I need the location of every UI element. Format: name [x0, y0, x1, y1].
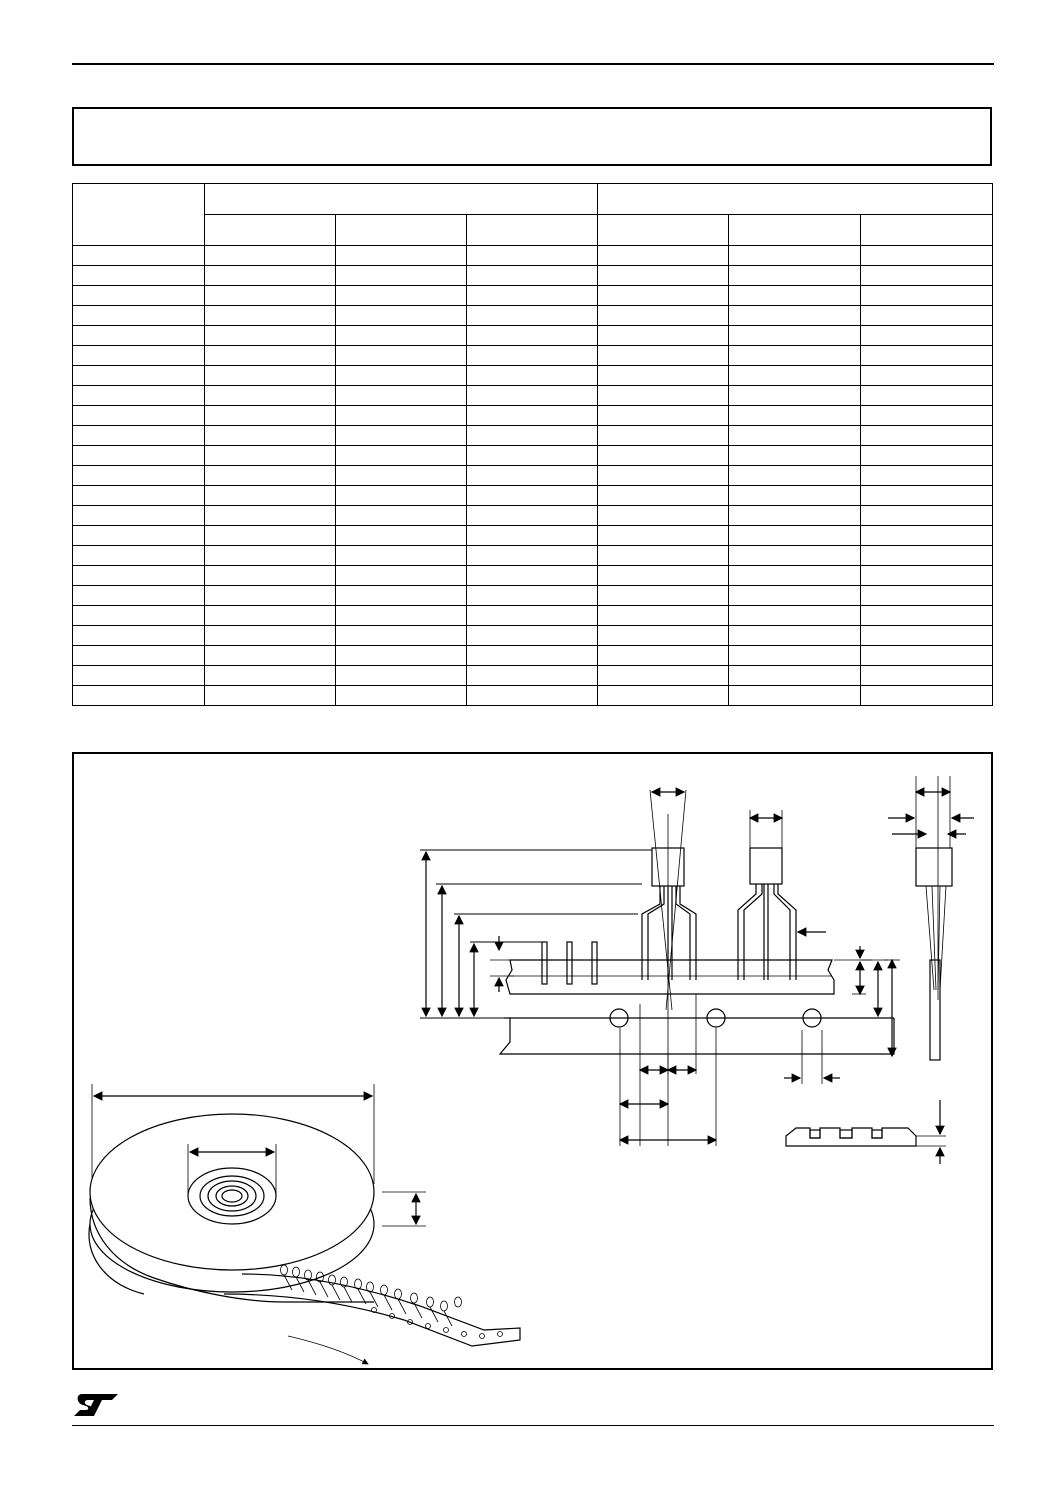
- table-cell: [205, 366, 336, 386]
- table-cell: [336, 246, 467, 266]
- table-cell: [205, 246, 336, 266]
- table-subheader: [729, 215, 861, 246]
- table-subheader: [598, 215, 729, 246]
- table-cell: [467, 466, 598, 486]
- table-cell: [729, 306, 861, 326]
- table-row: [73, 386, 993, 406]
- table-cell: [598, 286, 729, 306]
- table-row: [73, 686, 993, 706]
- table-cell: [861, 446, 993, 466]
- tape-side-view: [420, 790, 900, 1146]
- table-row: [73, 486, 993, 506]
- table-cell: [467, 626, 598, 646]
- table-cell: [205, 666, 336, 686]
- table-row: [73, 406, 993, 426]
- table-row-label: [73, 626, 205, 646]
- tape-and-reel-figure: [72, 752, 993, 1370]
- table-title-box: [72, 107, 992, 166]
- table-cell: [467, 266, 598, 286]
- table-cell: [336, 326, 467, 346]
- table-subheader: [205, 215, 336, 246]
- table-cell: [205, 266, 336, 286]
- table-cell: [467, 606, 598, 626]
- table-row: [73, 366, 993, 386]
- table-row: [73, 566, 993, 586]
- table-row: [73, 526, 993, 546]
- tape-thickness-view: [786, 1100, 946, 1164]
- table-cell: [861, 286, 993, 306]
- table-cell: [336, 306, 467, 326]
- table-cell: [467, 526, 598, 546]
- table-cell: [467, 406, 598, 426]
- table-row-label: [73, 686, 205, 706]
- table-cell: [598, 566, 729, 586]
- table-cell: [729, 486, 861, 506]
- table-header-param: [73, 184, 205, 246]
- table-row: [73, 606, 993, 626]
- table-row-label: [73, 606, 205, 626]
- table-cell: [729, 466, 861, 486]
- table-row-label: [73, 426, 205, 446]
- table-cell: [205, 326, 336, 346]
- table-cell: [598, 386, 729, 406]
- table-cell: [336, 386, 467, 406]
- table-cell: [861, 626, 993, 646]
- table-cell: [729, 446, 861, 466]
- table-row-label: [73, 326, 205, 346]
- table-cell: [205, 446, 336, 466]
- table-cell: [336, 586, 467, 606]
- table-cell: [336, 686, 467, 706]
- table-cell: [336, 426, 467, 446]
- table-cell: [729, 266, 861, 286]
- table-cell: [467, 246, 598, 266]
- table-row: [73, 466, 993, 486]
- table-cell: [598, 606, 729, 626]
- table-cell: [729, 426, 861, 446]
- table-cell: [861, 526, 993, 546]
- table-row-label: [73, 266, 205, 286]
- table-cell: [336, 486, 467, 506]
- table-cell: [205, 626, 336, 646]
- table-cell: [729, 366, 861, 386]
- table-cell: [729, 506, 861, 526]
- table-cell: [729, 686, 861, 706]
- table-cell: [861, 346, 993, 366]
- table-cell: [861, 266, 993, 286]
- table-cell: [598, 466, 729, 486]
- table-cell: [467, 566, 598, 586]
- table-cell: [598, 506, 729, 526]
- table-cell: [467, 386, 598, 406]
- table-cell: [598, 366, 729, 386]
- table-cell: [205, 526, 336, 546]
- table-cell: [598, 446, 729, 466]
- table-cell: [467, 486, 598, 506]
- table-cell: [861, 546, 993, 566]
- table-cell: [861, 566, 993, 586]
- table-cell: [467, 346, 598, 366]
- table-cell: [729, 526, 861, 546]
- table-cell: [205, 306, 336, 326]
- table-row: [73, 266, 993, 286]
- table-cell: [336, 646, 467, 666]
- table-cell: [598, 486, 729, 506]
- table-row: [73, 346, 993, 366]
- table-cell: [598, 346, 729, 366]
- table-cell: [861, 306, 993, 326]
- table-cell: [205, 686, 336, 706]
- table-row-label: [73, 546, 205, 566]
- table-cell: [729, 346, 861, 366]
- table-row-label: [73, 286, 205, 306]
- reel-perspective: [89, 1084, 520, 1364]
- table-row: [73, 446, 993, 466]
- table-row-label: [73, 586, 205, 606]
- tape-and-reel-drawing: [74, 754, 991, 1368]
- table-cell: [729, 286, 861, 306]
- table-cell: [729, 606, 861, 626]
- table-row-label: [73, 406, 205, 426]
- table-row: [73, 666, 993, 686]
- table-cell: [205, 286, 336, 306]
- table-row: [73, 326, 993, 346]
- table-cell: [467, 686, 598, 706]
- table-row: [73, 546, 993, 566]
- table-row-label: [73, 526, 205, 546]
- table-cell: [598, 666, 729, 686]
- table-row-label: [73, 386, 205, 406]
- table-cell: [729, 406, 861, 426]
- table-row: [73, 426, 993, 446]
- table-cell: [205, 586, 336, 606]
- footer-rule: [72, 1425, 994, 1426]
- table-subheader: [467, 215, 598, 246]
- table-cell: [861, 426, 993, 446]
- table-cell: [205, 346, 336, 366]
- table-cell: [861, 646, 993, 666]
- table-row: [73, 286, 993, 306]
- table-row: [73, 646, 993, 666]
- table-cell: [861, 506, 993, 526]
- table-row: [73, 506, 993, 526]
- table-cell: [205, 406, 336, 426]
- table-cell: [467, 546, 598, 566]
- table-cell: [729, 666, 861, 686]
- table-cell: [467, 286, 598, 306]
- table-cell: [336, 406, 467, 426]
- table-cell: [336, 366, 467, 386]
- table-cell: [205, 506, 336, 526]
- table-cell: [861, 606, 993, 626]
- table-cell: [598, 326, 729, 346]
- table-cell: [336, 506, 467, 526]
- table-header-group-b: [598, 184, 993, 215]
- table-cell: [861, 366, 993, 386]
- table-cell: [467, 446, 598, 466]
- table-cell: [205, 486, 336, 506]
- table-cell: [729, 326, 861, 346]
- table-cell: [336, 546, 467, 566]
- table-row-label: [73, 566, 205, 586]
- to92-package-front-view: [888, 776, 974, 1060]
- table-cell: [729, 626, 861, 646]
- table-cell: [205, 606, 336, 626]
- table-cell: [861, 666, 993, 686]
- table-header-group-a: [205, 184, 598, 215]
- table-cell: [336, 626, 467, 646]
- table-cell: [336, 666, 467, 686]
- table-row: [73, 306, 993, 326]
- table-cell: [861, 326, 993, 346]
- table-row: [73, 626, 993, 646]
- table-cell: [861, 466, 993, 486]
- table-row-label: [73, 446, 205, 466]
- table-cell: [598, 546, 729, 566]
- table-row-label: [73, 646, 205, 666]
- table-row: [73, 586, 993, 606]
- table-cell: [598, 426, 729, 446]
- table-row-label: [73, 506, 205, 526]
- table-cell: [336, 346, 467, 366]
- table-cell: [861, 386, 993, 406]
- table-cell: [467, 646, 598, 666]
- table-row-label: [73, 306, 205, 326]
- table-cell: [729, 586, 861, 606]
- table-cell: [598, 646, 729, 666]
- table-cell: [336, 606, 467, 626]
- table-cell: [729, 546, 861, 566]
- table-cell: [598, 526, 729, 546]
- table-row: [73, 246, 993, 266]
- table-cell: [729, 386, 861, 406]
- table-cell: [205, 546, 336, 566]
- table-subheader: [861, 215, 993, 246]
- table-row-label: [73, 366, 205, 386]
- table-cell: [467, 366, 598, 386]
- table-cell: [598, 306, 729, 326]
- table-cell: [861, 246, 993, 266]
- table-row-label: [73, 346, 205, 366]
- table-cell: [336, 466, 467, 486]
- table-subheader: [336, 215, 467, 246]
- table-cell: [467, 586, 598, 606]
- table-cell: [861, 686, 993, 706]
- table-cell: [598, 266, 729, 286]
- table-cell: [467, 506, 598, 526]
- table-cell: [205, 426, 336, 446]
- table-cell: [861, 586, 993, 606]
- table-cell: [467, 666, 598, 686]
- table-cell: [205, 646, 336, 666]
- dimension-table: [72, 183, 993, 706]
- table-cell: [598, 246, 729, 266]
- table-cell: [205, 386, 336, 406]
- table-row-label: [73, 466, 205, 486]
- table-cell: [598, 626, 729, 646]
- table-cell: [861, 486, 993, 506]
- table-cell: [861, 406, 993, 426]
- header-rule: [72, 63, 994, 65]
- table-cell: [598, 406, 729, 426]
- table-cell: [336, 446, 467, 466]
- st-logo-icon: [72, 1392, 120, 1418]
- table-cell: [467, 306, 598, 326]
- table-cell: [729, 246, 861, 266]
- table-cell: [336, 566, 467, 586]
- table-row-label: [73, 246, 205, 266]
- table-cell: [598, 686, 729, 706]
- table-cell: [598, 586, 729, 606]
- table-row-label: [73, 486, 205, 506]
- table-cell: [336, 266, 467, 286]
- table-cell: [467, 426, 598, 446]
- table-cell: [729, 646, 861, 666]
- table-cell: [205, 566, 336, 586]
- table-cell: [336, 526, 467, 546]
- table-cell: [729, 566, 861, 586]
- table-cell: [205, 466, 336, 486]
- table-cell: [467, 326, 598, 346]
- table-cell: [336, 286, 467, 306]
- table-row-label: [73, 666, 205, 686]
